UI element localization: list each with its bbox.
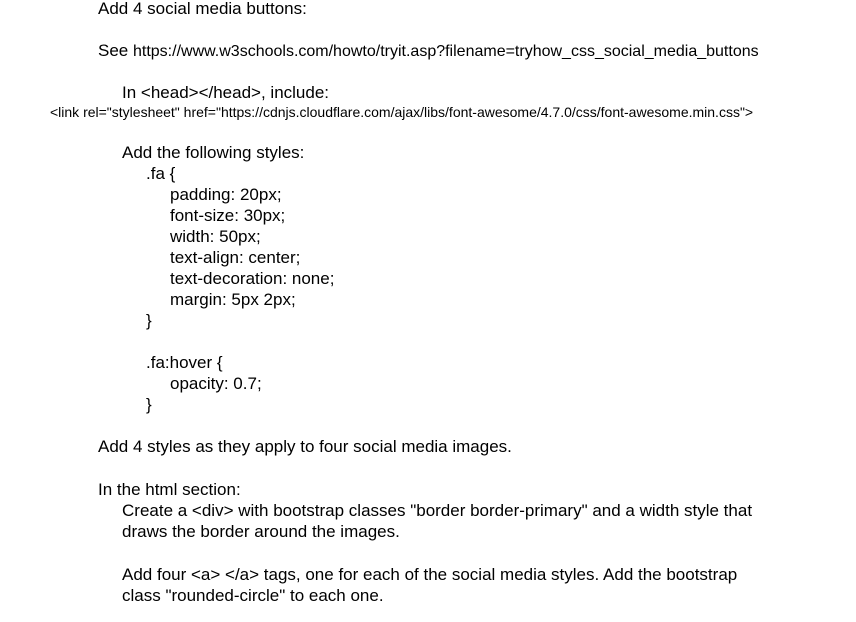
div-instruction: Create a <div> with bootstrap classes "border border-primary" and a width style that xyxy=(122,501,753,520)
anchor-instruction: class "rounded-circle" to each one. xyxy=(122,586,384,605)
html-section-heading: In the html section: xyxy=(98,480,241,499)
css-rule: opacity: 0.7; xyxy=(170,374,262,393)
css-rule: font-size: 30px; xyxy=(170,206,286,225)
four-styles-instruction: Add 4 styles as they apply to four social media images. xyxy=(98,437,512,456)
styles-intro: Add the following styles: xyxy=(122,143,305,162)
css-close-brace: } xyxy=(146,311,152,330)
reference-url: https://www.w3schools.com/howto/tryit.asp?filename=tryhow_css_social_media_buttons xyxy=(132,43,759,60)
heading: Add 4 social media buttons: xyxy=(98,0,307,18)
css-rule: width: 50px; xyxy=(170,227,261,246)
css-selector-fa-hover: .fa:hover { xyxy=(146,353,223,372)
see-prefix: See xyxy=(98,41,133,60)
link-tag-code: <link rel="stylesheet" href="https://cdnjs.cloudflare.com/ajax/libs/font-awesome/4.7.0/css/font-awesome.min.css"> xyxy=(50,104,754,120)
css-selector-fa: .fa { xyxy=(146,164,176,183)
css-close-brace: } xyxy=(146,395,152,414)
css-rule: margin: 5px 2px; xyxy=(170,290,296,309)
css-rule: text-align: center; xyxy=(170,248,301,267)
head-instruction: In <head></head>, include: xyxy=(122,83,330,102)
see-reference xyxy=(98,40,759,62)
div-instruction: draws the border around the images. xyxy=(122,522,400,541)
anchor-instruction: Add four <a> </a> tags, one for each of the social media styles. Add the bootstrap xyxy=(122,565,738,584)
css-rule: padding: 20px; xyxy=(170,185,282,204)
css-rule: text-decoration: none; xyxy=(170,269,335,288)
